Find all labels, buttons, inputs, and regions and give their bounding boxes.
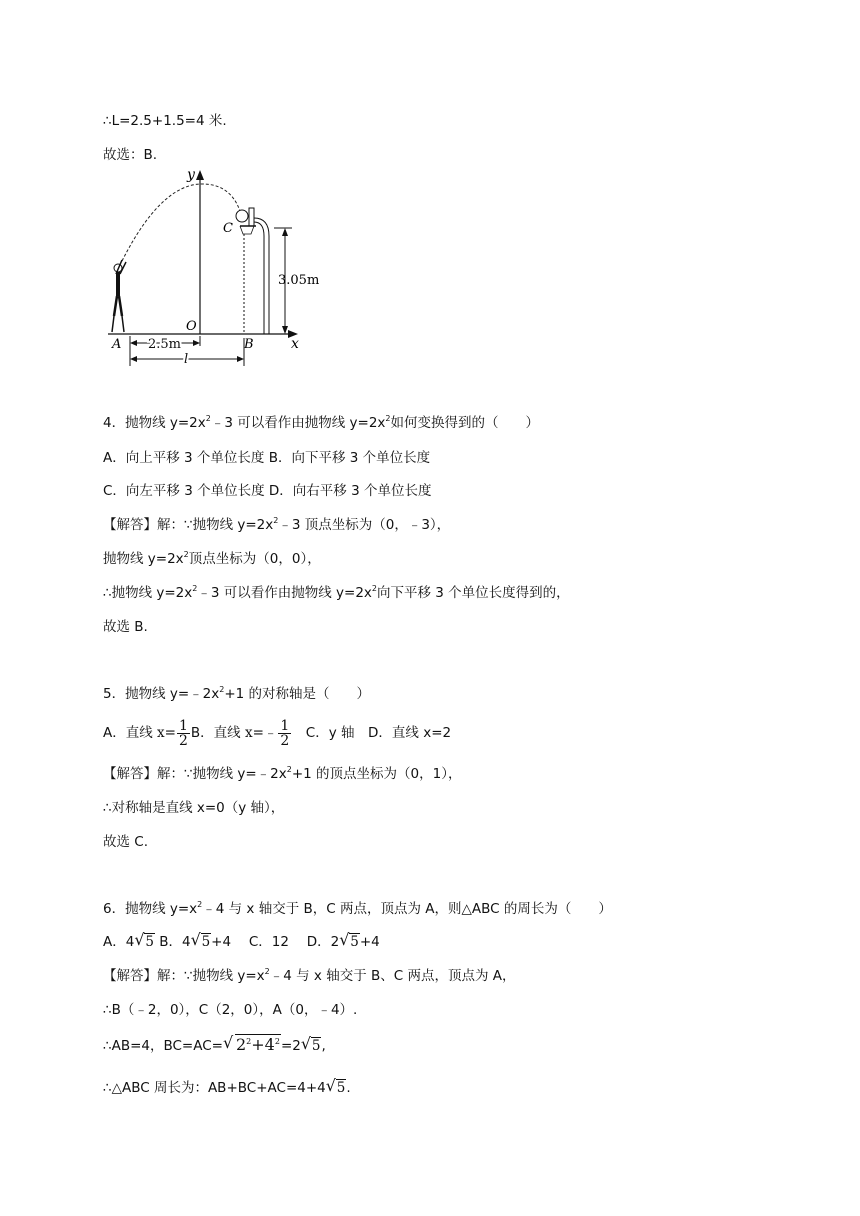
q5-stem: 5．抛物线 $y=﹣2x^2+1$ 的对称轴是（ ） bbox=[103, 685, 371, 702]
q4-solution-2: 抛物线 $y=2x^2$顶点坐标为（0，0）， bbox=[103, 550, 321, 567]
q6-solution-3: ∴AB=4，BC=AC=√ $2^2+4^2=2√$ 5, bbox=[103, 1036, 326, 1055]
y-axis-label: y bbox=[187, 167, 195, 183]
height-label: 3.05m bbox=[278, 273, 320, 288]
prev-conclusion: ∴L=2.5+1.5=4 米. bbox=[103, 113, 227, 129]
point-c-label: C bbox=[223, 221, 233, 236]
q5-options: A．直线 x= $\frac{1}{2}$ B．直线 x=﹣ $\frac{1}{2}$ C．y 轴 D．直线 x=2 bbox=[103, 717, 452, 749]
q5-solution-1: 【解答】解：∵抛物线 $y=﹣2x^2+1$ 的顶点坐标为（0，1）， bbox=[103, 765, 462, 782]
q6-stem: 6．抛物线 $y=x^2﹣4$ 与 x 轴交于 B，C 两点，顶点为 A，则△ABC 的周长为（ ） bbox=[103, 900, 612, 917]
dist-a-o-label: 2.5m bbox=[148, 337, 182, 352]
q4-options-cd: C．向左平移 3 个单位长度 D．向右平移 3 个单位长度 bbox=[103, 483, 432, 499]
q6-solution-4: ∴△ABC 周长为：AB+BC+AC=4+4√ 5. bbox=[103, 1079, 351, 1097]
q4-solution-1: 【解答】解：∵抛物线 $y=2x^2﹣3$ 顶点坐标为（0，﹣3）， bbox=[103, 516, 451, 533]
q4-answer: 故选 B. bbox=[103, 619, 148, 635]
q6-options: A．4√ 5 B．4√ 5+4 C．12 D．2√ 5+4 bbox=[103, 933, 380, 951]
dist-l-label: l bbox=[184, 352, 189, 367]
point-b-label: B bbox=[244, 337, 254, 352]
q4-stem: 4．抛物线 $y=2x^2﹣3$ 可以看作由抛物线 $y=2x^2$如何变换得到的（ ） bbox=[103, 414, 540, 431]
point-a-label: A bbox=[112, 337, 122, 352]
q5-answer: 故选 C. bbox=[103, 834, 149, 850]
prev-answer: 故选：B. bbox=[103, 147, 158, 163]
player-figure bbox=[112, 260, 126, 332]
q4-options-ab: A．向上平移 3 个单位长度 B．向下平移 3 个单位长度 bbox=[103, 450, 431, 466]
q6-solution-1: 【解答】解：∵抛物线 $y=x^2﹣4$ 与 x 轴交于 B、C 两点，顶点为 A， bbox=[103, 967, 516, 984]
x-axis-label: x bbox=[291, 336, 299, 352]
origin-label: O bbox=[186, 319, 197, 334]
basketball-figure bbox=[100, 166, 330, 376]
q5-solution-2: ∴对称轴是直线 x=0（y 轴）， bbox=[103, 800, 285, 816]
q4-solution-3: ∴抛物线 $y=2x^2﹣3$ 可以看作由抛物线 $y=2x^2$向下平移 3 个单位长度得到的， bbox=[103, 584, 570, 601]
q6-solution-2: ∴B（﹣2，0），C（2，0），A（0，﹣4）. bbox=[103, 1002, 358, 1018]
